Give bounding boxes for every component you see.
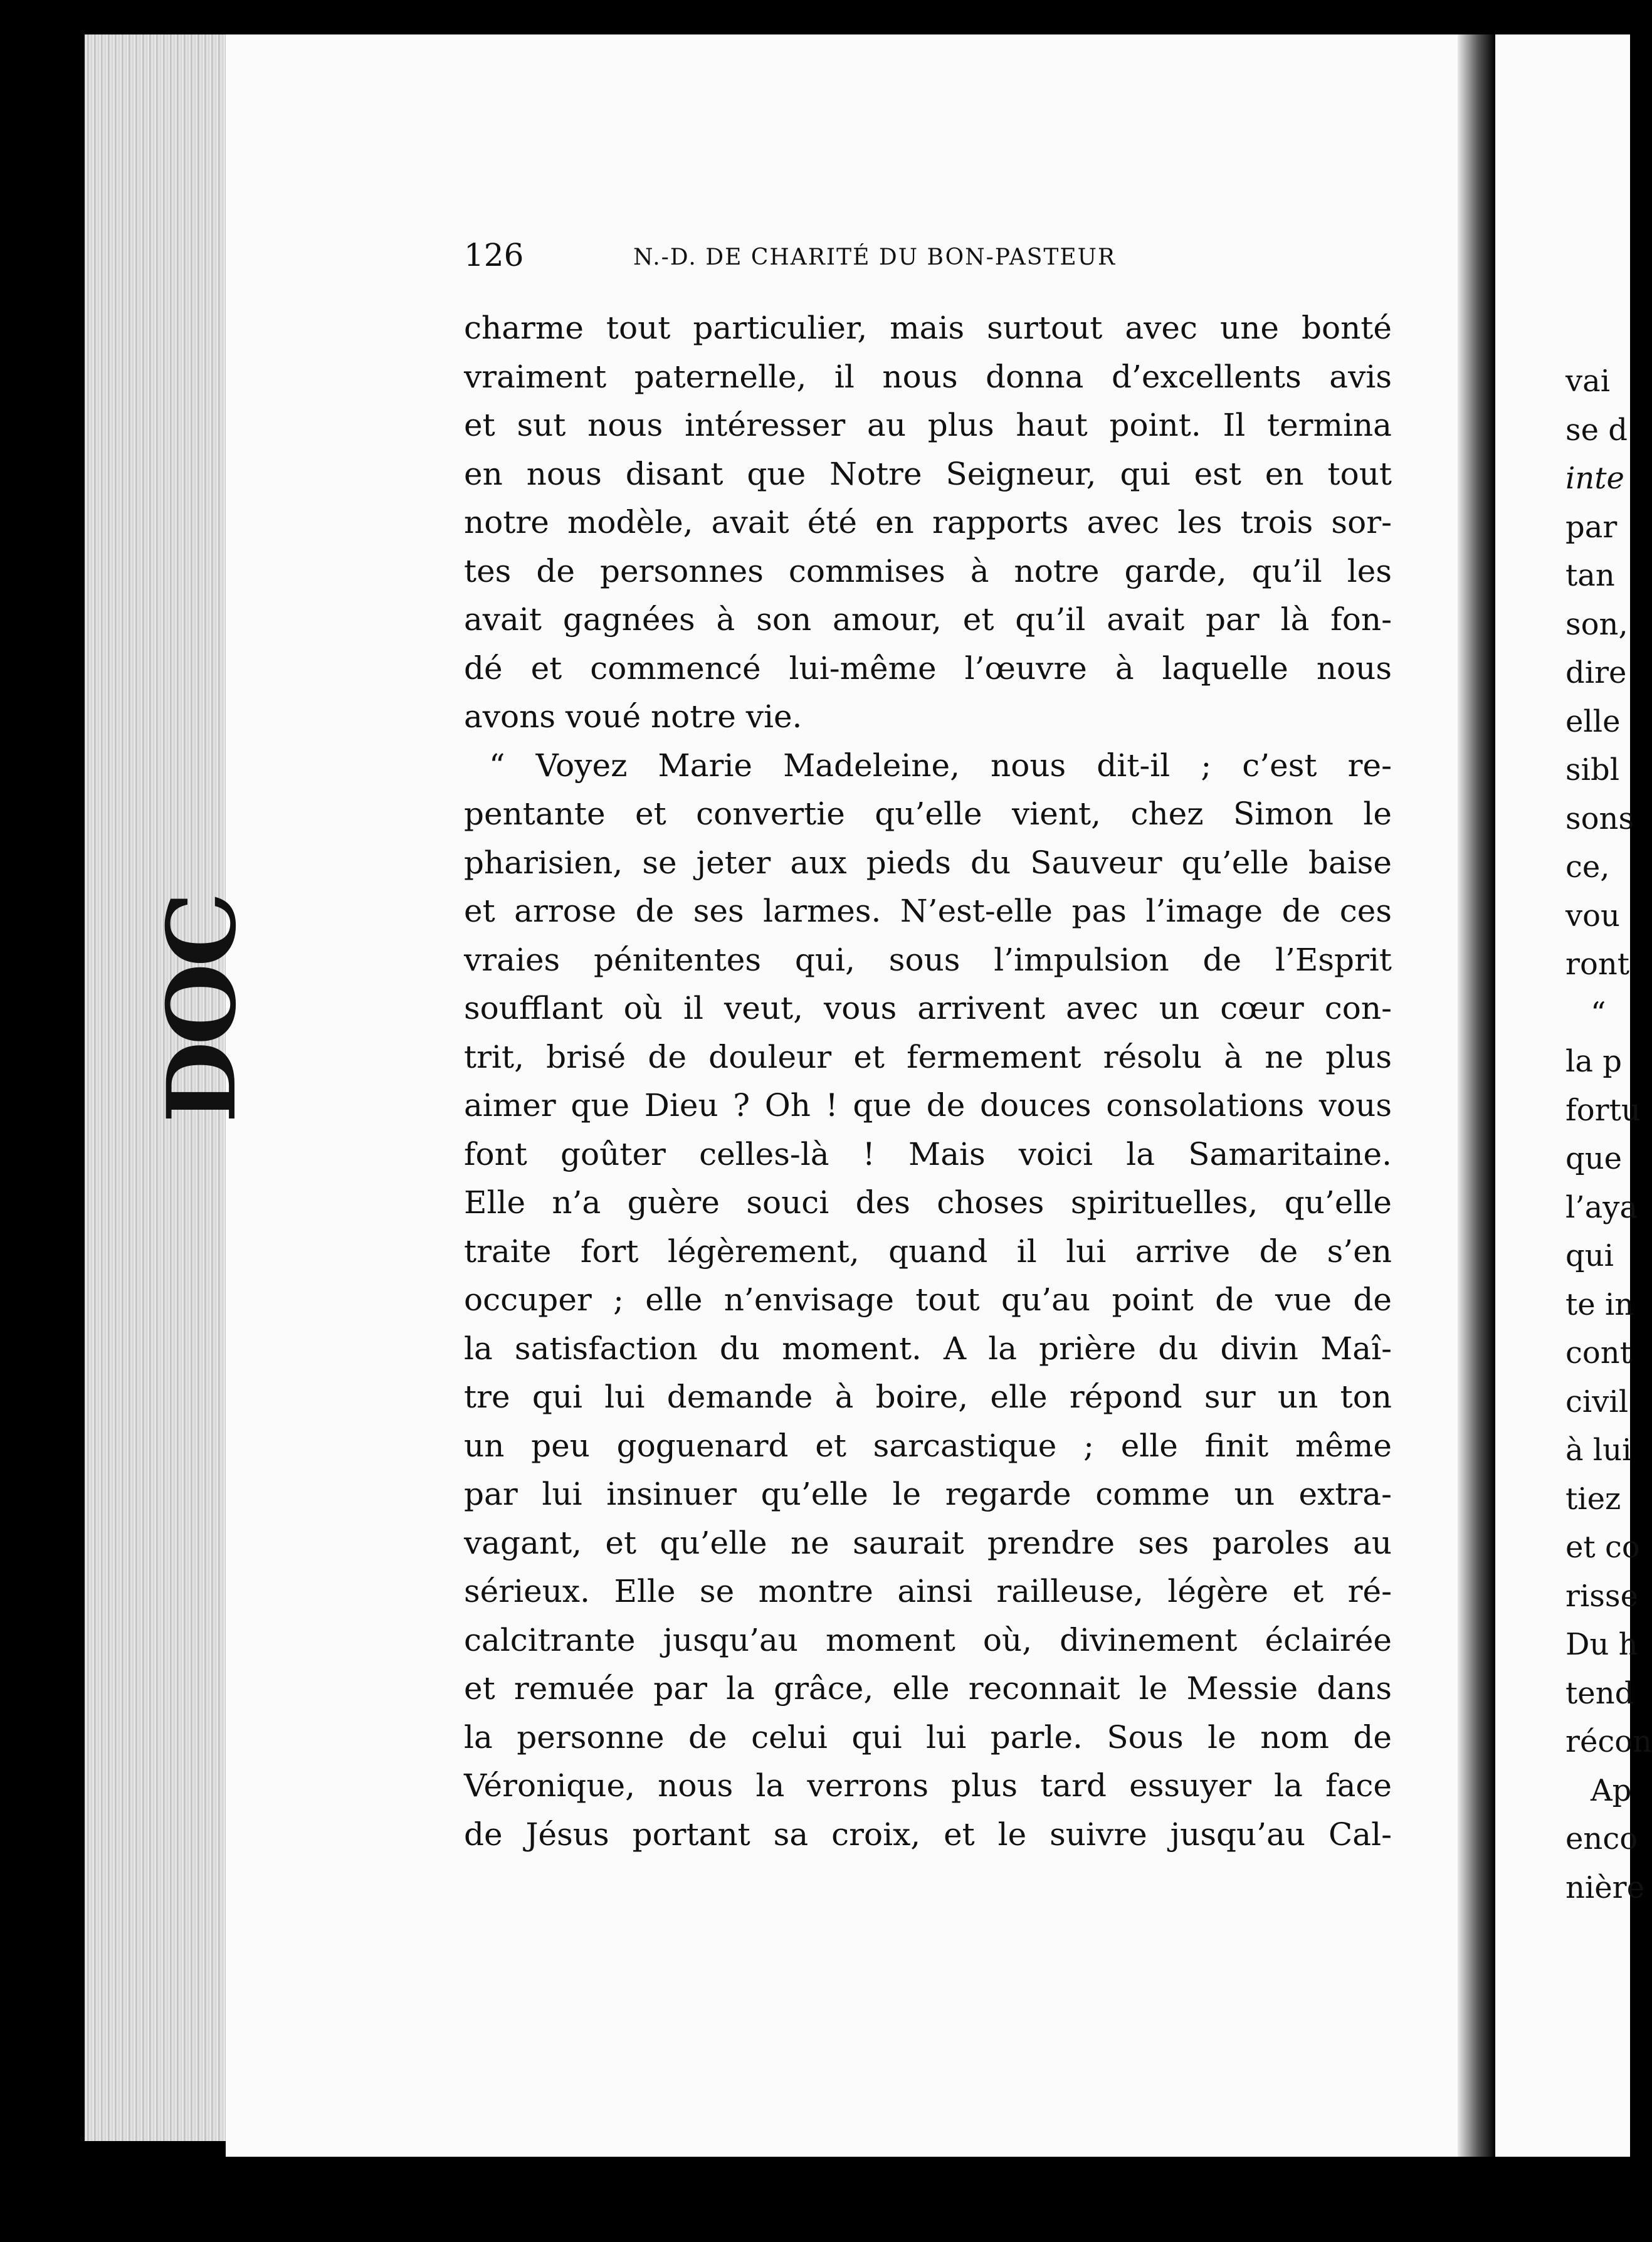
facing-text-line: risse	[1565, 1578, 1638, 1614]
text-line: tes de personnes commises à notre garde, qu’il les	[464, 552, 1392, 589]
running-head: N.-D. DE CHARITÉ DU BON-PASTEUR	[633, 245, 1117, 270]
facing-text-line: et co	[1565, 1530, 1640, 1565]
facing-text-line: que	[1565, 1141, 1623, 1176]
facing-text-line: récon	[1565, 1724, 1652, 1759]
text-line: pentante et convertie qu’elle vient, chez Simon le	[464, 796, 1392, 832]
facing-text-line: à lui	[1565, 1433, 1632, 1468]
text-line: aimer que Dieu ? Oh ! que de douces consolations vous	[464, 1087, 1392, 1124]
facing-page	[1495, 34, 1652, 2157]
facing-text-line: vai	[1565, 364, 1611, 399]
library-stamp: DOC	[147, 895, 257, 1124]
text-line: charme tout particulier, mais surtout avec une bonté	[464, 310, 1392, 346]
text-line: notre modèle, avait été en rapports avec les trois sor-	[464, 504, 1392, 540]
text-line: occuper ; elle n’envisage tout qu’au point de vue de	[464, 1282, 1392, 1318]
facing-text-line: tan	[1565, 558, 1615, 593]
facing-text-line: l’aya	[1565, 1189, 1638, 1225]
facing-text-line: ront	[1565, 947, 1630, 982]
facing-text-line: civil	[1565, 1384, 1629, 1419]
facing-text-line: inte	[1565, 461, 1624, 496]
facing-text-line: cont	[1565, 1335, 1632, 1371]
text-line: calcitrante jusqu’au moment où, divinement éclairée	[464, 1621, 1392, 1658]
facing-text-line: qui	[1565, 1238, 1614, 1273]
text-line: Véronique, nous la verrons plus tard essuyer la face	[464, 1767, 1392, 1804]
facing-text-line: tend	[1565, 1675, 1634, 1711]
facing-text-line: la p	[1565, 1044, 1622, 1079]
page-number: 126	[464, 237, 524, 273]
text-line: un peu goguenard et sarcastique ; elle finit même	[464, 1427, 1392, 1464]
facing-text-line: Du h	[1565, 1627, 1638, 1662]
text-line: vagant, et qu’elle ne saurait prendre ses paroles au	[464, 1524, 1392, 1561]
text-line: la satisfaction du moment. A la prière du divin Maî-	[464, 1330, 1392, 1367]
text-line: vraiment paternelle, il nous donna d’excellents avis	[464, 358, 1392, 395]
text-line: avons voué notre vie.	[464, 698, 802, 735]
text-line: de Jésus portant sa croix, et le suivre jusqu’au Cal-	[464, 1816, 1392, 1853]
facing-text-line: se d	[1565, 412, 1628, 448]
text-line: et arrose de ses larmes. N’est-elle pas l’image de ces	[464, 893, 1392, 929]
text-line: font goûter celles-là ! Mais voici la Samaritaine.	[464, 1135, 1392, 1172]
facing-text-line: par	[1565, 509, 1618, 545]
facing-text-line: nière	[1565, 1870, 1645, 1905]
facing-text-line: enco	[1565, 1821, 1638, 1856]
text-line: tre qui lui demande à boire, elle répond sur un ton	[464, 1379, 1392, 1415]
text-line: sérieux. Elle se montre ainsi railleuse, légère et ré-	[464, 1573, 1392, 1609]
text-line: la personne de celui qui lui parle. Sous le nom de	[464, 1718, 1392, 1755]
facing-text-line: sibl	[1565, 752, 1620, 787]
facing-page-text	[1565, 357, 1652, 1912]
page-header	[464, 237, 1185, 281]
facing-text-line: dire	[1565, 655, 1627, 690]
facing-text-line: sons	[1565, 801, 1634, 836]
facing-text-line: ce,	[1565, 850, 1610, 885]
facing-text-line: Ap	[1591, 1772, 1632, 1808]
text-line: trit, brisé de douleur et fermement résolu à ne plus	[464, 1038, 1392, 1075]
text-line: avait gagnées à son amour, et qu’il avait par là fon-	[464, 601, 1392, 638]
facing-text-line: fortu	[1565, 1092, 1641, 1128]
facing-text-line: “	[1591, 995, 1606, 1031]
text-line: et sut nous intéresser au plus haut point. Il termina	[464, 407, 1392, 443]
text-line: vraies pénitentes qui, sous l’impulsion de l’Esprit	[464, 941, 1392, 978]
text-line: par lui insinuer qu’elle le regarde comme un extra-	[464, 1476, 1392, 1512]
text-line: Elle n’a guère souci des choses spirituelles, qu’elle	[464, 1184, 1392, 1221]
facing-text-line: elle	[1565, 703, 1621, 739]
facing-text-line: son,	[1565, 606, 1628, 642]
text-line: et remuée par la grâce, elle reconnait le Messie dans	[464, 1670, 1392, 1707]
facing-text-line: tiez	[1565, 1481, 1621, 1517]
text-line: pharisien, se jeter aux pieds du Sauveur qu’elle baise	[464, 844, 1392, 881]
text-line: traite fort légèrement, quand il lui arrive de s’en	[464, 1233, 1392, 1270]
text-line: “ Voyez Marie Madeleine, nous dit-il ; c’est re-	[489, 747, 1392, 784]
book-gutter	[1458, 34, 1495, 2157]
body-text	[464, 304, 1392, 1859]
text-line: dé et commencé lui-même l’œuvre à laquelle nous	[464, 650, 1392, 687]
text-line: soufflant où il veut, vous arrivent avec un cœur con-	[464, 990, 1392, 1026]
facing-text-line: vou	[1565, 898, 1620, 934]
facing-text-line: te in	[1565, 1287, 1634, 1322]
text-line: en nous disant que Notre Seigneur, qui est en tout	[464, 455, 1392, 492]
